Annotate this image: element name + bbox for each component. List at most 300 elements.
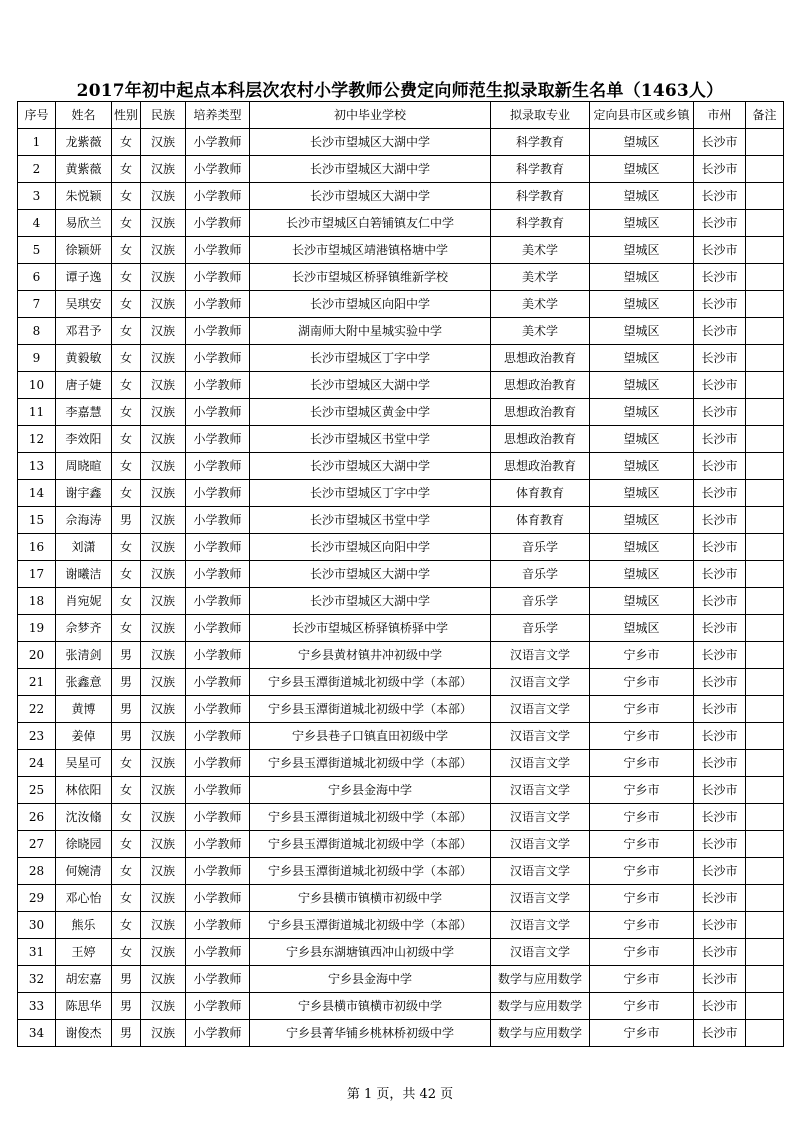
cell-gender: 男 xyxy=(112,669,141,696)
cell-middle-school: 长沙市望城区书堂中学 xyxy=(250,426,491,453)
cell-remarks xyxy=(746,642,784,669)
cell-major: 体育教育 xyxy=(491,507,590,534)
cell-middle-school: 宁乡县玉潭街道城北初级中学（本部） xyxy=(250,669,491,696)
cell-ethnicity: 汉族 xyxy=(141,426,186,453)
cell-gender: 女 xyxy=(112,480,141,507)
cell-remarks xyxy=(746,588,784,615)
cell-ethnicity: 汉族 xyxy=(141,885,186,912)
cell-name: 谢曦洁 xyxy=(56,561,112,588)
col-header-city: 市州 xyxy=(694,102,746,129)
cell-city: 长沙市 xyxy=(694,750,746,777)
cell-major: 汉语言文学 xyxy=(491,912,590,939)
cell-target-district: 宁乡市 xyxy=(590,939,694,966)
cell-middle-school: 宁乡县玉潭街道城北初级中学（本部） xyxy=(250,858,491,885)
cell-gender: 男 xyxy=(112,507,141,534)
cell-gender: 女 xyxy=(112,561,141,588)
cell-remarks xyxy=(746,723,784,750)
cell-remarks xyxy=(746,453,784,480)
table-row xyxy=(18,210,784,237)
table-row xyxy=(18,993,784,1020)
cell-index: 27 xyxy=(18,831,56,858)
cell-name: 胡宏嘉 xyxy=(56,966,112,993)
cell-city: 长沙市 xyxy=(694,966,746,993)
cell-index: 34 xyxy=(18,1020,56,1047)
table-row xyxy=(18,264,784,291)
cell-major: 科学教育 xyxy=(491,183,590,210)
cell-name: 李效阳 xyxy=(56,426,112,453)
cell-index: 5 xyxy=(18,237,56,264)
cell-middle-school: 宁乡县巷子口镇直田初级中学 xyxy=(250,723,491,750)
cell-target-district: 宁乡市 xyxy=(590,723,694,750)
cell-training-type: 小学教师 xyxy=(186,696,250,723)
cell-city: 长沙市 xyxy=(694,588,746,615)
cell-training-type: 小学教师 xyxy=(186,264,250,291)
cell-name: 佘海涛 xyxy=(56,507,112,534)
col-header-name: 姓名 xyxy=(56,102,112,129)
cell-index: 11 xyxy=(18,399,56,426)
table-row xyxy=(18,966,784,993)
cell-index: 4 xyxy=(18,210,56,237)
cell-middle-school: 宁乡县菁华铺乡桃林桥初级中学 xyxy=(250,1020,491,1047)
cell-training-type: 小学教师 xyxy=(186,939,250,966)
cell-gender: 女 xyxy=(112,534,141,561)
table-row xyxy=(18,156,784,183)
admission-roster-table xyxy=(17,101,784,1047)
cell-middle-school: 长沙市望城区白箬铺镇友仁中学 xyxy=(250,210,491,237)
cell-training-type: 小学教师 xyxy=(186,885,250,912)
cell-city: 长沙市 xyxy=(694,912,746,939)
cell-training-type: 小学教师 xyxy=(186,804,250,831)
cell-gender: 男 xyxy=(112,966,141,993)
cell-index: 9 xyxy=(18,345,56,372)
cell-target-district: 望城区 xyxy=(590,156,694,183)
cell-middle-school: 宁乡县横市镇横市初级中学 xyxy=(250,993,491,1020)
cell-remarks xyxy=(746,831,784,858)
cell-gender: 女 xyxy=(112,345,141,372)
cell-city: 长沙市 xyxy=(694,507,746,534)
table-row xyxy=(18,777,784,804)
table-row xyxy=(18,507,784,534)
cell-gender: 女 xyxy=(112,372,141,399)
cell-index: 24 xyxy=(18,750,56,777)
cell-city: 长沙市 xyxy=(694,291,746,318)
cell-training-type: 小学教师 xyxy=(186,642,250,669)
cell-major: 汉语言文学 xyxy=(491,804,590,831)
cell-training-type: 小学教师 xyxy=(186,1020,250,1047)
cell-gender: 女 xyxy=(112,237,141,264)
cell-major: 汉语言文学 xyxy=(491,777,590,804)
cell-training-type: 小学教师 xyxy=(186,993,250,1020)
cell-city: 长沙市 xyxy=(694,1020,746,1047)
page-footer: 第 1 页，共 42 页 xyxy=(346,1087,454,1102)
cell-training-type: 小学教师 xyxy=(186,237,250,264)
cell-ethnicity: 汉族 xyxy=(141,507,186,534)
cell-remarks xyxy=(746,156,784,183)
cell-middle-school: 宁乡县玉潭街道城北初级中学（本部） xyxy=(250,750,491,777)
cell-gender: 男 xyxy=(112,642,141,669)
cell-name: 张鑫意 xyxy=(56,669,112,696)
cell-training-type: 小学教师 xyxy=(186,156,250,183)
cell-middle-school: 宁乡县玉潭街道城北初级中学（本部） xyxy=(250,912,491,939)
cell-target-district: 望城区 xyxy=(590,291,694,318)
cell-ethnicity: 汉族 xyxy=(141,777,186,804)
table-row xyxy=(18,615,784,642)
cell-training-type: 小学教师 xyxy=(186,183,250,210)
cell-training-type: 小学教师 xyxy=(186,750,250,777)
cell-remarks xyxy=(746,993,784,1020)
cell-training-type: 小学教师 xyxy=(186,669,250,696)
cell-index: 31 xyxy=(18,939,56,966)
cell-ethnicity: 汉族 xyxy=(141,588,186,615)
cell-ethnicity: 汉族 xyxy=(141,669,186,696)
cell-city: 长沙市 xyxy=(694,831,746,858)
cell-name: 何婉清 xyxy=(56,858,112,885)
cell-remarks xyxy=(746,615,784,642)
cell-index: 19 xyxy=(18,615,56,642)
cell-index: 18 xyxy=(18,588,56,615)
table-row xyxy=(18,642,784,669)
cell-index: 25 xyxy=(18,777,56,804)
cell-ethnicity: 汉族 xyxy=(141,696,186,723)
cell-gender: 女 xyxy=(112,939,141,966)
cell-target-district: 望城区 xyxy=(590,480,694,507)
cell-middle-school: 长沙市望城区大湖中学 xyxy=(250,156,491,183)
table-row xyxy=(18,291,784,318)
cell-gender: 女 xyxy=(112,912,141,939)
cell-ethnicity: 汉族 xyxy=(141,318,186,345)
col-header-ethnicity: 民族 xyxy=(141,102,186,129)
cell-remarks xyxy=(746,318,784,345)
cell-gender: 女 xyxy=(112,156,141,183)
cell-city: 长沙市 xyxy=(694,210,746,237)
cell-major: 体育教育 xyxy=(491,480,590,507)
cell-index: 28 xyxy=(18,858,56,885)
cell-name: 吴星可 xyxy=(56,750,112,777)
cell-target-district: 宁乡市 xyxy=(590,885,694,912)
cell-index: 23 xyxy=(18,723,56,750)
cell-index: 10 xyxy=(18,372,56,399)
col-header-middle-school: 初中毕业学校 xyxy=(250,102,491,129)
cell-name: 唐子婕 xyxy=(56,372,112,399)
cell-training-type: 小学教师 xyxy=(186,399,250,426)
table-row xyxy=(18,183,784,210)
cell-ethnicity: 汉族 xyxy=(141,831,186,858)
cell-target-district: 宁乡市 xyxy=(590,696,694,723)
cell-remarks xyxy=(746,561,784,588)
cell-major: 美术学 xyxy=(491,264,590,291)
cell-remarks xyxy=(746,210,784,237)
cell-name: 熊乐 xyxy=(56,912,112,939)
cell-remarks xyxy=(746,1020,784,1047)
cell-name: 徐颖妍 xyxy=(56,237,112,264)
cell-major: 汉语言文学 xyxy=(491,885,590,912)
cell-name: 吴琪安 xyxy=(56,291,112,318)
cell-middle-school: 长沙市望城区黄金中学 xyxy=(250,399,491,426)
cell-city: 长沙市 xyxy=(694,669,746,696)
cell-name: 肖宛妮 xyxy=(56,588,112,615)
cell-city: 长沙市 xyxy=(694,399,746,426)
cell-major: 思想政治教育 xyxy=(491,345,590,372)
cell-index: 22 xyxy=(18,696,56,723)
cell-remarks xyxy=(746,264,784,291)
table-row xyxy=(18,129,784,156)
cell-target-district: 望城区 xyxy=(590,561,694,588)
cell-gender: 女 xyxy=(112,183,141,210)
cell-middle-school: 长沙市望城区丁字中学 xyxy=(250,345,491,372)
cell-index: 2 xyxy=(18,156,56,183)
cell-target-district: 望城区 xyxy=(590,588,694,615)
table-row xyxy=(18,1020,784,1047)
cell-ethnicity: 汉族 xyxy=(141,183,186,210)
cell-middle-school: 长沙市望城区书堂中学 xyxy=(250,507,491,534)
cell-major: 音乐学 xyxy=(491,588,590,615)
cell-city: 长沙市 xyxy=(694,804,746,831)
cell-training-type: 小学教师 xyxy=(186,129,250,156)
cell-target-district: 宁乡市 xyxy=(590,804,694,831)
cell-city: 长沙市 xyxy=(694,318,746,345)
cell-target-district: 望城区 xyxy=(590,237,694,264)
cell-remarks xyxy=(746,399,784,426)
table-row xyxy=(18,561,784,588)
table-row xyxy=(18,912,784,939)
cell-city: 长沙市 xyxy=(694,345,746,372)
header-row xyxy=(18,102,784,129)
cell-ethnicity: 汉族 xyxy=(141,561,186,588)
cell-city: 长沙市 xyxy=(694,129,746,156)
cell-index: 13 xyxy=(18,453,56,480)
cell-name: 陈思华 xyxy=(56,993,112,1020)
cell-name: 谢俊杰 xyxy=(56,1020,112,1047)
cell-index: 16 xyxy=(18,534,56,561)
cell-remarks xyxy=(746,237,784,264)
col-header-gender: 性别 xyxy=(112,102,141,129)
cell-training-type: 小学教师 xyxy=(186,534,250,561)
cell-middle-school: 长沙市望城区靖港镇格塘中学 xyxy=(250,237,491,264)
cell-target-district: 宁乡市 xyxy=(590,669,694,696)
cell-city: 长沙市 xyxy=(694,885,746,912)
cell-name: 谭子逸 xyxy=(56,264,112,291)
cell-ethnicity: 汉族 xyxy=(141,399,186,426)
cell-city: 长沙市 xyxy=(694,777,746,804)
cell-city: 长沙市 xyxy=(694,237,746,264)
cell-training-type: 小学教师 xyxy=(186,345,250,372)
cell-city: 长沙市 xyxy=(694,642,746,669)
cell-city: 长沙市 xyxy=(694,453,746,480)
cell-city: 长沙市 xyxy=(694,993,746,1020)
cell-major: 音乐学 xyxy=(491,615,590,642)
cell-city: 长沙市 xyxy=(694,723,746,750)
cell-major: 思想政治教育 xyxy=(491,453,590,480)
cell-city: 长沙市 xyxy=(694,534,746,561)
cell-major: 汉语言文学 xyxy=(491,642,590,669)
cell-major: 汉语言文学 xyxy=(491,831,590,858)
cell-gender: 女 xyxy=(112,750,141,777)
col-header-target-district: 定向县市区或乡镇 xyxy=(590,102,694,129)
cell-city: 长沙市 xyxy=(694,858,746,885)
cell-city: 长沙市 xyxy=(694,615,746,642)
cell-gender: 女 xyxy=(112,291,141,318)
cell-target-district: 宁乡市 xyxy=(590,831,694,858)
table-row xyxy=(18,399,784,426)
cell-major: 数学与应用数学 xyxy=(491,1020,590,1047)
cell-name: 邓君予 xyxy=(56,318,112,345)
cell-target-district: 望城区 xyxy=(590,264,694,291)
cell-city: 长沙市 xyxy=(694,561,746,588)
cell-target-district: 望城区 xyxy=(590,534,694,561)
table-row xyxy=(18,750,784,777)
cell-remarks xyxy=(746,669,784,696)
page-title: 2017年初中起点本科层次农村小学教师公费定向师范生拟录取新生名单（1463人） xyxy=(76,81,724,101)
cell-target-district: 望城区 xyxy=(590,345,694,372)
cell-gender: 女 xyxy=(112,777,141,804)
cell-target-district: 望城区 xyxy=(590,183,694,210)
cell-gender: 女 xyxy=(112,885,141,912)
cell-training-type: 小学教师 xyxy=(186,372,250,399)
cell-index: 29 xyxy=(18,885,56,912)
cell-city: 长沙市 xyxy=(694,264,746,291)
cell-index: 1 xyxy=(18,129,56,156)
cell-training-type: 小学教师 xyxy=(186,831,250,858)
col-header-major: 拟录取专业 xyxy=(491,102,590,129)
cell-remarks xyxy=(746,507,784,534)
cell-city: 长沙市 xyxy=(694,183,746,210)
cell-major: 音乐学 xyxy=(491,534,590,561)
cell-remarks xyxy=(746,858,784,885)
cell-city: 长沙市 xyxy=(694,156,746,183)
cell-ethnicity: 汉族 xyxy=(141,345,186,372)
cell-target-district: 望城区 xyxy=(590,372,694,399)
cell-middle-school: 宁乡县东湖塘镇西冲山初级中学 xyxy=(250,939,491,966)
cell-index: 14 xyxy=(18,480,56,507)
cell-ethnicity: 汉族 xyxy=(141,129,186,156)
cell-middle-school: 长沙市望城区桥驿镇桥驿中学 xyxy=(250,615,491,642)
cell-gender: 女 xyxy=(112,858,141,885)
cell-name: 林依阳 xyxy=(56,777,112,804)
cell-ethnicity: 汉族 xyxy=(141,939,186,966)
cell-gender: 女 xyxy=(112,615,141,642)
cell-middle-school: 长沙市望城区向阳中学 xyxy=(250,534,491,561)
cell-remarks xyxy=(746,426,784,453)
cell-remarks xyxy=(746,291,784,318)
cell-name: 黄博 xyxy=(56,696,112,723)
cell-index: 32 xyxy=(18,966,56,993)
cell-middle-school: 长沙市望城区丁字中学 xyxy=(250,480,491,507)
cell-remarks xyxy=(746,183,784,210)
cell-ethnicity: 汉族 xyxy=(141,615,186,642)
cell-index: 21 xyxy=(18,669,56,696)
cell-target-district: 宁乡市 xyxy=(590,858,694,885)
cell-index: 12 xyxy=(18,426,56,453)
cell-ethnicity: 汉族 xyxy=(141,858,186,885)
cell-ethnicity: 汉族 xyxy=(141,723,186,750)
cell-training-type: 小学教师 xyxy=(186,318,250,345)
cell-major: 数学与应用数学 xyxy=(491,966,590,993)
cell-ethnicity: 汉族 xyxy=(141,642,186,669)
table-row xyxy=(18,426,784,453)
cell-ethnicity: 汉族 xyxy=(141,156,186,183)
cell-middle-school: 长沙市望城区桥驿镇维新学校 xyxy=(250,264,491,291)
col-header-index: 序号 xyxy=(18,102,56,129)
cell-target-district: 宁乡市 xyxy=(590,993,694,1020)
cell-gender: 男 xyxy=(112,723,141,750)
col-header-training-type: 培养类型 xyxy=(186,102,250,129)
cell-middle-school: 长沙市望城区大湖中学 xyxy=(250,561,491,588)
cell-middle-school: 宁乡县玉潭街道城北初级中学（本部） xyxy=(250,831,491,858)
cell-ethnicity: 汉族 xyxy=(141,264,186,291)
cell-training-type: 小学教师 xyxy=(186,723,250,750)
cell-index: 30 xyxy=(18,912,56,939)
cell-remarks xyxy=(746,372,784,399)
table-row xyxy=(18,696,784,723)
cell-name: 谢宇鑫 xyxy=(56,480,112,507)
col-header-remarks: 备注 xyxy=(746,102,784,129)
cell-gender: 女 xyxy=(112,399,141,426)
cell-remarks xyxy=(746,939,784,966)
cell-target-district: 望城区 xyxy=(590,426,694,453)
cell-major: 思想政治教育 xyxy=(491,372,590,399)
cell-middle-school: 长沙市望城区大湖中学 xyxy=(250,372,491,399)
cell-remarks xyxy=(746,912,784,939)
cell-name: 李嘉慧 xyxy=(56,399,112,426)
cell-training-type: 小学教师 xyxy=(186,777,250,804)
cell-name: 王婷 xyxy=(56,939,112,966)
cell-ethnicity: 汉族 xyxy=(141,453,186,480)
cell-middle-school: 宁乡县金海中学 xyxy=(250,966,491,993)
cell-ethnicity: 汉族 xyxy=(141,993,186,1020)
cell-ethnicity: 汉族 xyxy=(141,237,186,264)
cell-remarks xyxy=(746,777,784,804)
cell-index: 17 xyxy=(18,561,56,588)
cell-index: 26 xyxy=(18,804,56,831)
cell-middle-school: 湖南师大附中星城实验中学 xyxy=(250,318,491,345)
cell-major: 汉语言文学 xyxy=(491,750,590,777)
cell-city: 长沙市 xyxy=(694,372,746,399)
cell-target-district: 宁乡市 xyxy=(590,750,694,777)
cell-name: 佘梦齐 xyxy=(56,615,112,642)
cell-middle-school: 长沙市望城区大湖中学 xyxy=(250,453,491,480)
cell-gender: 男 xyxy=(112,696,141,723)
table-row xyxy=(18,588,784,615)
cell-remarks xyxy=(746,750,784,777)
cell-gender: 女 xyxy=(112,804,141,831)
cell-major: 思想政治教育 xyxy=(491,399,590,426)
table-row xyxy=(18,804,784,831)
cell-remarks xyxy=(746,966,784,993)
cell-middle-school: 宁乡县玉潭街道城北初级中学（本部） xyxy=(250,804,491,831)
cell-major: 音乐学 xyxy=(491,561,590,588)
cell-index: 6 xyxy=(18,264,56,291)
cell-target-district: 望城区 xyxy=(590,399,694,426)
cell-target-district: 望城区 xyxy=(590,453,694,480)
cell-training-type: 小学教师 xyxy=(186,453,250,480)
cell-middle-school: 长沙市望城区大湖中学 xyxy=(250,129,491,156)
table-row xyxy=(18,885,784,912)
cell-gender: 女 xyxy=(112,210,141,237)
cell-name: 邓心怡 xyxy=(56,885,112,912)
cell-remarks xyxy=(746,696,784,723)
cell-gender: 女 xyxy=(112,264,141,291)
cell-major: 科学教育 xyxy=(491,156,590,183)
cell-name: 黄紫薇 xyxy=(56,156,112,183)
cell-major: 汉语言文学 xyxy=(491,723,590,750)
cell-gender: 女 xyxy=(112,318,141,345)
cell-gender: 女 xyxy=(112,831,141,858)
table-row xyxy=(18,480,784,507)
cell-training-type: 小学教师 xyxy=(186,588,250,615)
cell-index: 20 xyxy=(18,642,56,669)
cell-remarks xyxy=(746,885,784,912)
cell-middle-school: 长沙市望城区向阳中学 xyxy=(250,291,491,318)
